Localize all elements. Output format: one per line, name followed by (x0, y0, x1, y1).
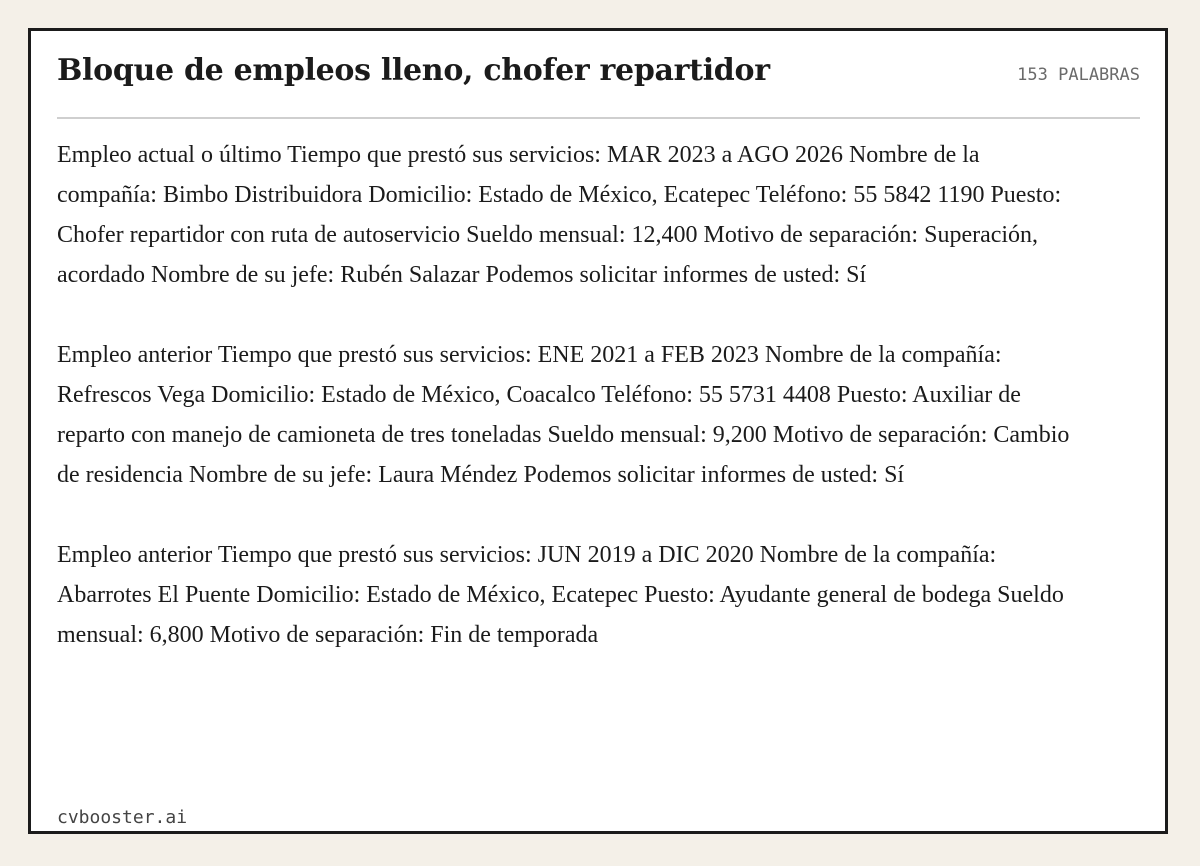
employment-entry-previous-2: Empleo anterior Tiempo que prestó sus servicios: JUN 2019 a DIC 2020 Nombre de la compañía: Abarrotes El Puente Domicilio: Estado de México, Ecatepec Puesto: Ayudante general de bodega Sueldo mensual: 6,800 Motivo de separación: Fin de temporada (57, 542, 1064, 648)
employment-entry-current: Empleo actual o último Tiempo que prestó sus servicios: MAR 2023 a AGO 2026 Nombre de la compañía: Bimbo Distribuidora Domicilio: Estado de México, Ecatepec Teléfono: 55 5842 1190 Puesto: Chofer repartidor con ruta de autoservicio Sueldo mensual: 12,400 Motivo de separación: Superación, acordado Nombre de su jefe: Rubén Salazar Podemos solicitar informes de usted: Sí (57, 142, 1062, 288)
document-card (28, 28, 1168, 834)
card-header (57, 51, 1140, 119)
employment-entry-previous-1: Empleo anterior Tiempo que prestó sus servicios: ENE 2021 a FEB 2023 Nombre de la compañía: Refrescos Vega Domicilio: Estado de México, Coacalco Teléfono: 55 5731 4408 Puesto: Auxiliar de reparto con manejo de camioneta de tres toneladas Sueldo mensual: 9,200 Motivo de separación: Cambio de residencia Nombre de su jefe: Laura Méndez Podemos solicitar informes de usted: Sí (57, 342, 1070, 488)
brand-footer: cvbooster.ai (57, 807, 188, 828)
document-body (57, 135, 1072, 695)
document-title: Bloque de empleos lleno, chofer repartidor (57, 53, 770, 88)
word-count-badge: 153 PALABRAS (1017, 65, 1140, 85)
